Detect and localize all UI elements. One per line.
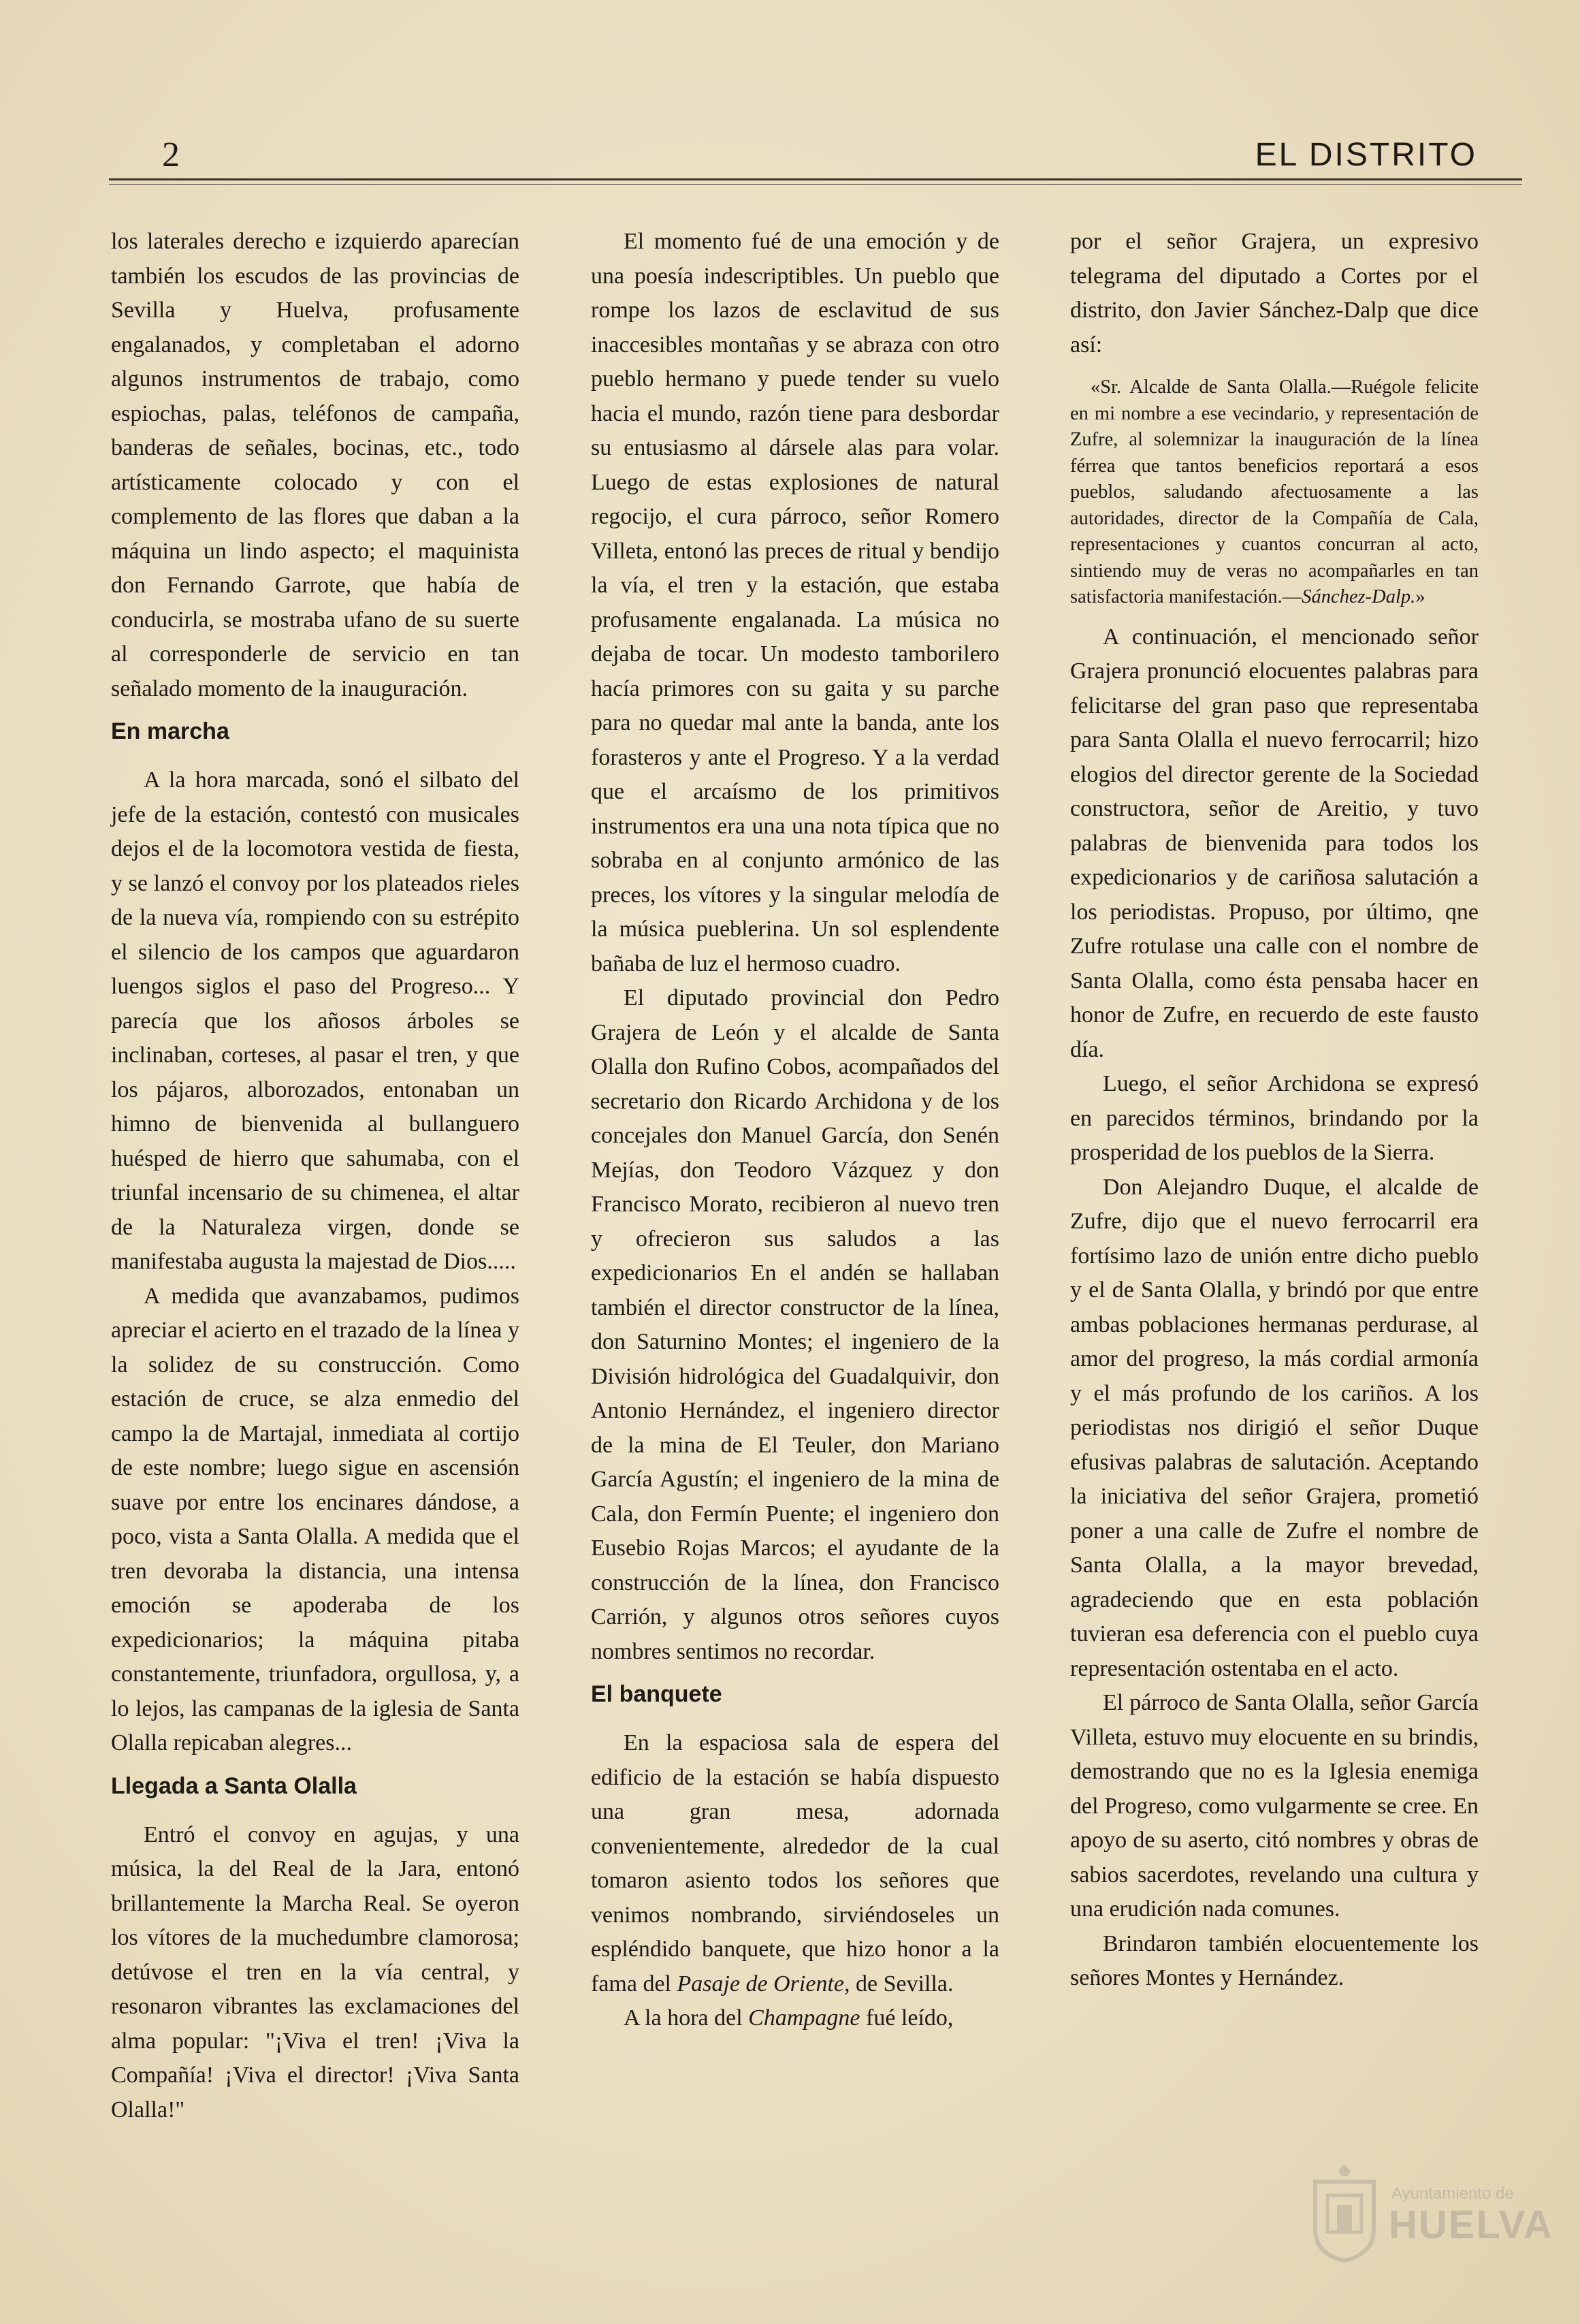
section-heading <box>111 1769 519 1803</box>
paragraph-text: En marcha <box>111 718 229 744</box>
article-paragraph <box>111 1279 519 1761</box>
italic-text: Pasaje de Oriente, <box>677 1971 850 1996</box>
paragraph-text: Luego, el señor Archidona se expresó en parecidos términos, brindando por la prosperidad de los pueblos de la Sierra. <box>1070 1071 1479 1165</box>
article-paragraph <box>111 225 519 706</box>
article-paragraph <box>1070 1067 1479 1171</box>
paragraph-tail: » <box>1415 586 1425 607</box>
publication-name: EL DISTRITO <box>1255 137 1477 173</box>
section-heading <box>591 1677 999 1711</box>
paragraph-text: Don Alejandro Duque, el alcalde de Zufre, dijo que el nuevo ferrocarril era fortísimo lazo de unión entre dicho pueblo y el de Santa Olalla, y brindó por que entre ambas poblaciones hermanas perdurase, al amor del progreso, la más cordial armonía y el más profundo de los cariños. A los periodistas nos dirigió el señor Duque efusivas palabras de salutación. Aceptando la iniciativa del señor Grajera, prometió poner a una calle de Zufre el nombre de Santa Olalla, a la mayor brevedad, agradeciendo que en esta población tuvieran esa deferencia con el pueblo cuya representación ostentaba en el acto. <box>1070 1174 1479 1681</box>
paragraph-text: por el señor Grajera, un expresivo telegrama del diputado a Cortes por el distrito, don Javier Sánchez-Dalp que dice así: <box>1070 229 1479 357</box>
paragraph-tail: de Sevilla. <box>850 1971 954 1996</box>
telegram-quote <box>1070 375 1479 611</box>
paragraph-text: A la hora marcada, sonó el silbato del jefe de la estación, contestó con musicales dejos el de la locomotora vestida de fiesta, y se lanzó el convoy por los plateados rieles de la nueva vía, rompiendo con su estrépito el silencio de los campos que aguardaron luengos siglos el paso del Progreso... Y parecía que los añosos árboles se inclinaban, corteses, al pasar el tren, y que los pájaros, alborozados, entonaban un himno de bienvenida al bullanguero huésped de hierro que sahumaba, con el triunfal incensario de su chimenea, el altar de la Naturaleza virgen, donde se manifestaba augusta la majestad de Dios..... <box>111 767 519 1274</box>
page-header <box>109 135 1477 182</box>
paragraph-tail: fué leído, <box>860 2005 954 2031</box>
article-paragraph <box>1070 225 1479 362</box>
paragraph-text: El párroco de Santa Olalla, señor García Villeta, estuvo muy elocuente en su brindis, demostrando que no es la Iglesia enemiga del Progreso, como vulgarmente se cree. En apoyo de su aserto, citó nombres y obras de sabios sacerdotes, revelando una cultura y una erudición nada comunes. <box>1070 1690 1479 1922</box>
paragraph-text: En la espaciosa sala de espera del edificio de la estación se había dispuesto una gran mesa, adornada convenientemente, alrededor de la cual tomaron asiento todos los señores que venimos nombrando, sirviéndoseles un espléndido banquete, que hizo honor a la fama del <box>591 1730 999 1996</box>
header-rule <box>109 178 1522 185</box>
archive-watermark <box>1292 2157 1553 2266</box>
paragraph-text: A la hora del <box>624 2005 749 2031</box>
article-paragraph <box>111 763 519 1279</box>
article-column-1 <box>111 225 519 2127</box>
article-paragraph <box>1070 1686 1479 1927</box>
section-heading <box>111 714 519 748</box>
paragraph-text: El diputado provincial don Pedro Grajera de León y el alcalde de Santa Olalla don Rufino Cobos, acompañados del secretario don Ricardo Archidona y de los concejales don Manuel García, don Senén Mejías, don Teodoro Vázquez y don Francisco Morato, recibieron al nuevo tren y ofrecieron sus saludos a las expedicionarios En el andén se hallaban también el director constructor de la línea, don Saturnino Montes; el ingeniero de la División hidrológica del Guadalquivir, don Antonio Hernández, el ingeniero director de la mina de El Teuler, don Mariano García Agustín; el ingeniero de la mina de Cala, don Fermín Puente; el ingeniero don Eusebio Rojas Marcos; el ayudante de la construcción de la línea, don Francisco Carrión, y algunos otros señores cuyos nombres sentimos no recordar. <box>591 985 999 1664</box>
article-paragraph <box>1070 1171 1479 1687</box>
article-paragraph <box>1070 620 1479 1068</box>
italic-text: Sánchez-Dalp. <box>1302 586 1416 607</box>
watermark-line-2: HUELVA <box>1389 2203 1553 2247</box>
city-seal-icon <box>1307 2161 1382 2263</box>
article-column-3 <box>1070 225 1479 1996</box>
article-paragraph <box>1070 1927 1479 1996</box>
italic-text: Champagne <box>748 2005 860 2031</box>
article-paragraph <box>591 981 999 1669</box>
paragraph-text: El banquete <box>591 1681 722 1707</box>
paragraph-text: Entró el convoy en agujas, y una música, la del Real de la Jara, entonó brillantemente la Marcha Real. Se oyeron los vítores de la muchedumbre clamorosa; detúvose el tren en la vía central, y resonaron vibrantes las exclamaciones del alma popular: "¡Viva el tren! ¡Viva la Compañía! ¡Viva el director! ¡Viva Santa Olalla!" <box>111 1821 519 2122</box>
article-column-2 <box>591 225 999 2036</box>
paragraph-text: «Sr. Alcalde de Santa Olalla.—Ruégole felicite en mi nombre a ese vecindario, y representación de Zufre, al solemnizar la inauguración de la línea férrea que tantos beneficios reportará a esos pueblos, saludando afectuosamente a las autoridades, director de la Compañía de Cala, representaciones y cuantos concurran al acto, sintiendo muy de veras no acompañarles en tan satisfactoria manifestación.— <box>1070 377 1479 607</box>
article-paragraph <box>111 1818 519 2128</box>
paragraph-text: Brindaron también elocuentemente los señores Montes y Hernández. <box>1070 1930 1479 1990</box>
page-number: 2 <box>162 136 180 174</box>
paragraph-text: los laterales derecho e izquierdo aparecían también los escudos de las provincias de Sevilla y Huelva, profusamente engalanados, y completaban el adorno algunos instrumentos de trabajo, como espiochas, palas, teléfonos de campaña, banderas de señales, bocinas, etc., todo artísticamente colocado y con el complemento de las flores que daban a la máquina un lindo aspecto; el maquinista don Fernando Garrote, que había de conducirla, se mostraba ufano de su suerte al corresponderle de servicio en tan señalado momento de la inauguración. <box>111 229 519 701</box>
article-paragraph <box>591 2001 999 2036</box>
article-paragraph <box>591 225 999 981</box>
watermark-line-1: Ayuntamiento de <box>1391 2184 1514 2203</box>
paragraph-text: A continuación, el mencionado señor Grajera pronunció elocuentes palabras para felicitarse del gran paso que representaba para Santa Olalla el nuevo ferrocarril; hizo elogios del director gerente de la Sociedad constructora, señor de Areitio, y tuvo palabras de bienvenida para todos los expedicionarios y de cariñosa salutación a los periodistas. Propuso, por último, qne Zufre rotulase una calle con el nombre de Santa Olalla, como ésta pensaba hacer en honor de Zufre, en recuerdo de este fausto día. <box>1070 624 1479 1062</box>
paragraph-text: El momento fué de una emoción y de una poesía indescriptibles. Un pueblo que rompe los lazos de esclavitud de sus inaccesibles montañas y se abraza con otro pueblo hermano y puede tender su vuelo hacia el mundo, razón tiene para desbordar su entusiasmo al dársele alas para volar. Luego de estas explosiones de natural regocijo, el cura párroco, señor Romero Villeta, entonó las preces de ritual y bendijo la vía, el tren y la estación, que estaba profusamente engalanada. La música no dejaba de tocar. Un modesto tamborilero hacía primores con su gaita y su parche para no quedar mal ante la banda, ante los forasteros y ante el Progreso. Y a la verdad que el arcaísmo de los primitivos instrumentos era una una nota típica que no sobraba en al conjunto armónico de las preces, los vítores y la singular melodía de la música pueblerina. Un sol esplendente bañaba de luz el hermoso cuadro. <box>591 229 999 976</box>
article-paragraph <box>591 1726 999 2001</box>
paragraph-text: Llegada a Santa Olalla <box>111 1772 357 1799</box>
paragraph-text: A medida que avanzabamos, pudimos apreciar el acierto en el trazado de la línea y la solidez de su construcción. Como estación de cruce, se alza enmedio del campo la de Martajal, inmediata al cortijo de este nombre; luego sigue en ascensión suave por entre los encinares dándose, a poco, vista a Santa Olalla. A medida que el tren devoraba la distancia, una intensa emoción se apoderaba de los expedicionarios; la máquina pitaba constantemente, triunfadora, orgullosa, y, a lo lejos, las campanas de la iglesia de Santa Olalla repicaban alegres... <box>111 1283 519 1755</box>
